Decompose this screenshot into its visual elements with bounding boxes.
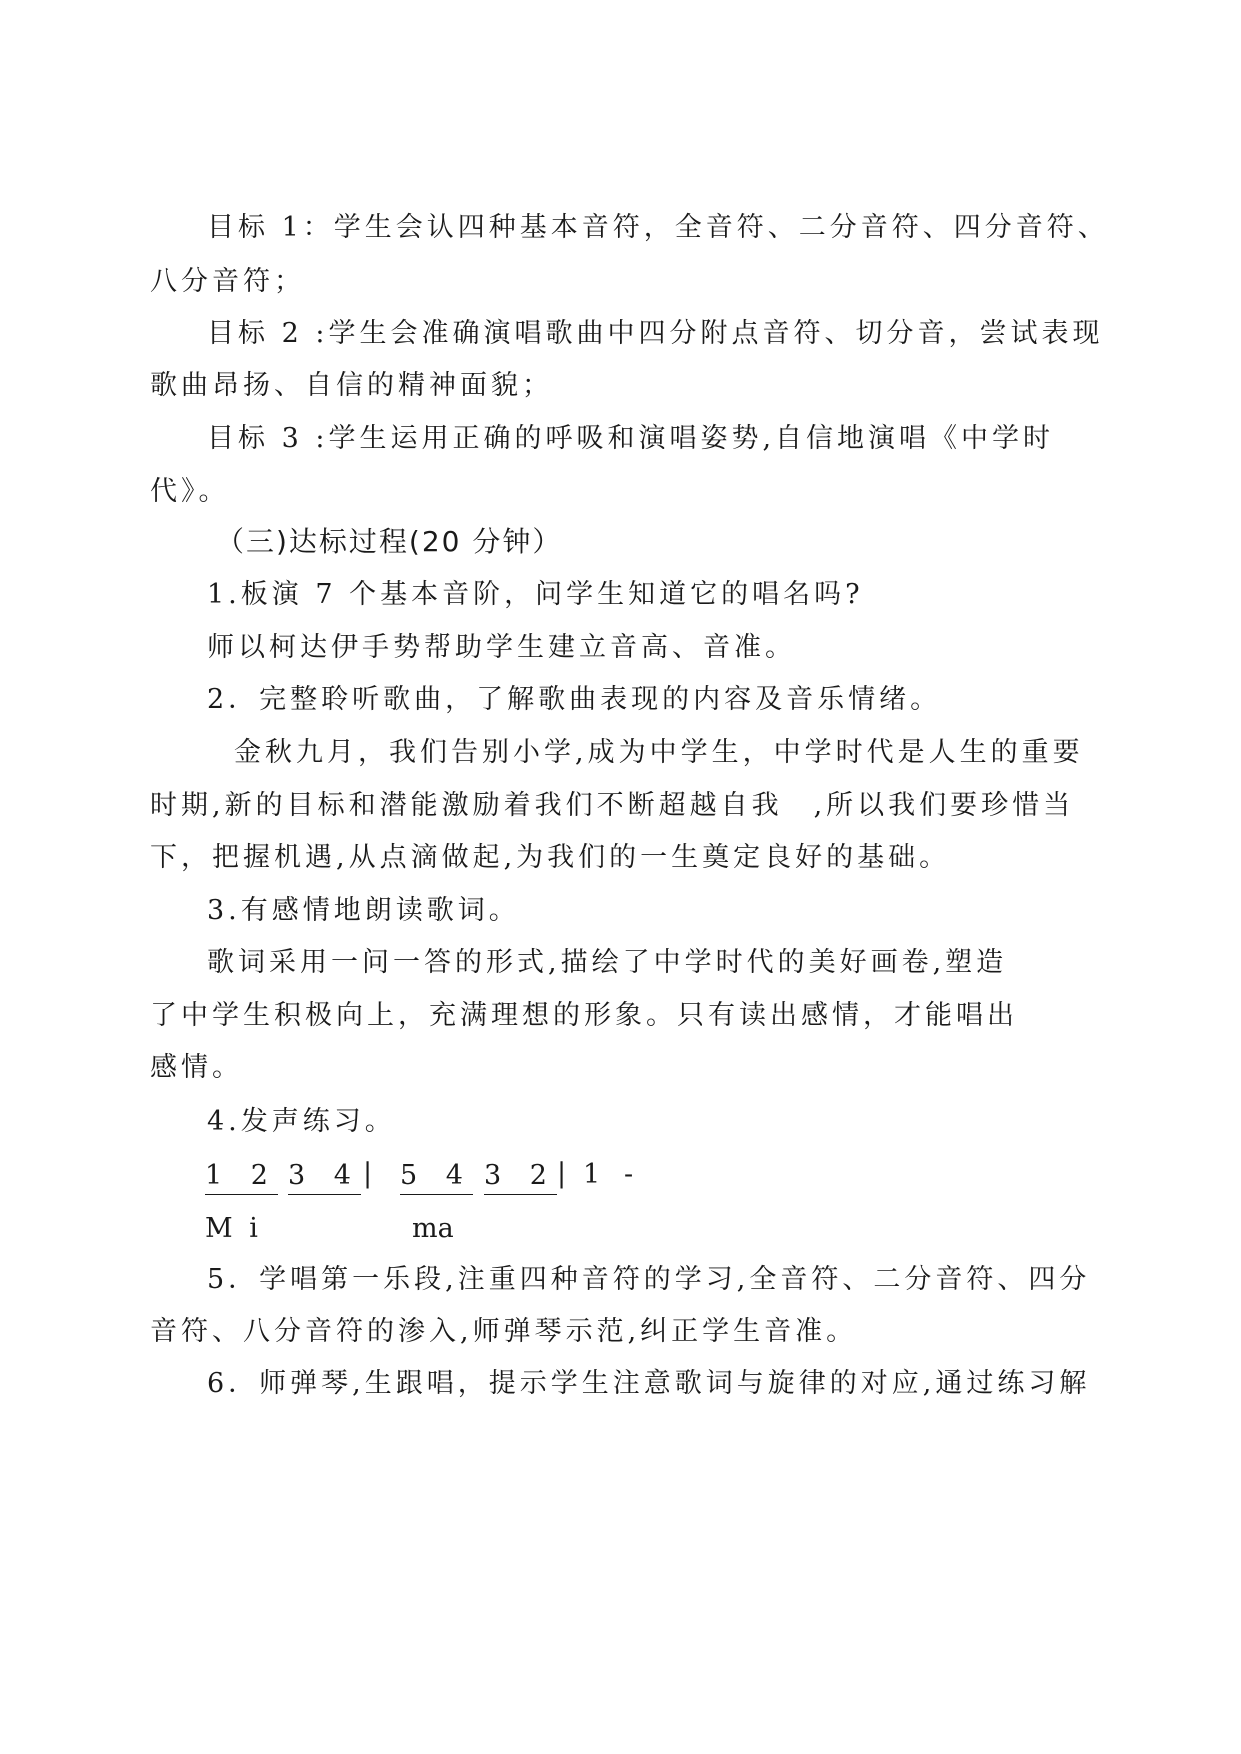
goal-2-line-2: 歌曲昂扬、自信的精神面貌； xyxy=(150,370,553,401)
final-note: 1 xyxy=(583,1159,601,1190)
note-group-3: 5 4 xyxy=(400,1158,473,1195)
hold-dash: - xyxy=(624,1159,634,1190)
syllable-mi: M i xyxy=(205,1213,262,1244)
lyrics-paragraph-line-1: 歌词采用一问一答的形式,描绘了中学时代的美好画卷,塑造 xyxy=(207,947,1008,978)
step-1-detail: 师以柯达伊手势帮助学生建立音高、音准。 xyxy=(207,632,796,663)
intro-paragraph-line-1: 金秋九月，我们告别小学,成为中学生，中学时代是人生的重要 xyxy=(234,737,1084,768)
bar-line-1: | xyxy=(363,1158,373,1189)
step-6-line-1: 6．师弹琴,生跟唱，提示学生注意歌词与旋律的对应,通过练习解 xyxy=(207,1368,1091,1399)
goal-3-line-1: 目标 3 :学生运用正确的呼吸和演唱姿势,自信地演唱《中学时 xyxy=(207,423,1055,454)
goal-3-line-2: 代》。 xyxy=(150,476,230,507)
step-3-line: 3.有感情地朗读歌词。 xyxy=(207,895,520,926)
intro-paragraph-line-2: 时期,新的目标和潜能激励着我们不断超越自我 ,所以我们要珍惜当 xyxy=(150,790,1075,821)
lyrics-paragraph-line-2: 了中学生积极向上，充满理想的形象。只有读出感情，才能唱出 xyxy=(150,1000,1018,1031)
note-group-4: 3 2 xyxy=(484,1158,557,1195)
intro-paragraph-line-3: 下，把握机遇,从点滴做起,为我们的一生奠定良好的基础。 xyxy=(150,842,951,873)
syllable-ma: ma xyxy=(412,1213,454,1244)
lyrics-paragraph-line-3: 感情。 xyxy=(150,1052,243,1083)
goal-2-line-1: 目标 2 :学生会准确演唱歌曲中四分附点音符、切分音，尝试表现 xyxy=(207,318,1104,349)
goal-1-line-1: 目标 1：学生会认四种基本音符，全音符、二分音符、四分音符、 xyxy=(207,212,1109,243)
note-group-1: 1 2 xyxy=(205,1158,278,1195)
step-1-line: 1.板演 7 个基本音阶，问学生知道它的唱名吗? xyxy=(207,579,864,610)
step-2-line: 2．完整聆听歌曲，了解歌曲表现的内容及音乐情绪。 xyxy=(207,684,942,715)
step-5-line-2: 音符、八分音符的渗入,师弹琴示范,纠正学生音准。 xyxy=(150,1316,858,1347)
section-heading: （三)达标过程(20 分钟） xyxy=(216,525,563,558)
step-4-line: 4.发声练习。 xyxy=(207,1106,396,1137)
bar-line-2: | xyxy=(557,1158,567,1189)
goal-1-line-2: 八分音符； xyxy=(150,266,305,297)
note-group-2: 3 4 xyxy=(288,1158,361,1195)
step-5-line-1: 5．学唱第一乐段,注重四种音符的学习,全音符、二分音符、四分 xyxy=(207,1264,1091,1295)
